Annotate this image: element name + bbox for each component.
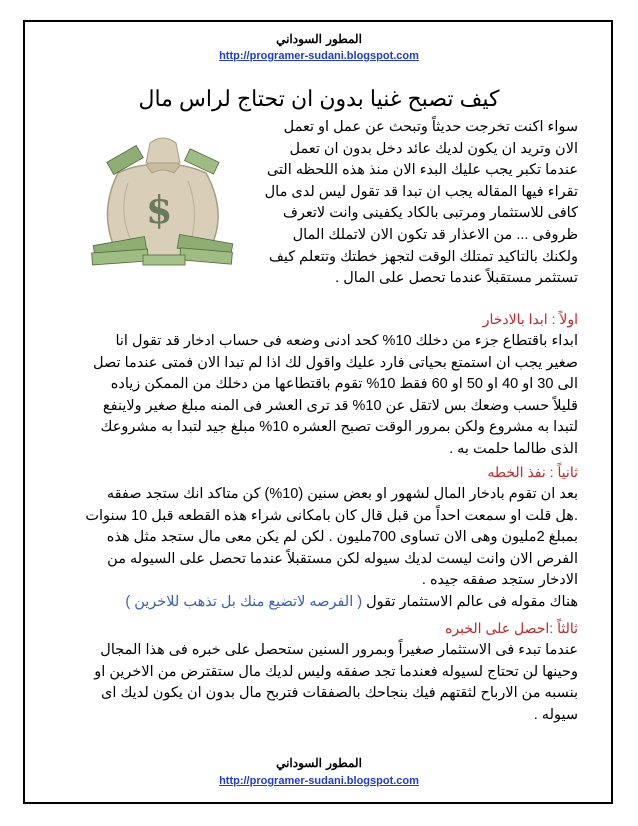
intro-line: عندما تكبر يجب عليك البدء الان منذ هذه اللحظه التى	[266, 162, 578, 179]
section-line: وحينها لن تحتاج لسيوله فعندما تجد صفقه وليس لديك مال ستقترض من الاخرين او	[94, 663, 578, 680]
section-line: الى 30 او 40 او 50 او 60 فقط 10% تقوم باقتطاعها من دخلك من الممكن زياده	[110, 376, 578, 393]
section-line: ابداء باقتطاع جزء من دخلك 10% كحد ادنى وضعه فى حساب ادخار قد تقول انا	[115, 333, 578, 349]
section-line: عندما تبدء فى الاستثمار صغيراً وبمرور السنين ستحصل على خبره فى هذا المجال	[100, 642, 578, 658]
section-line: الذى طالما حلمت به .	[449, 440, 578, 457]
section-heading: ثالثاً :احصل على الخبره	[445, 620, 578, 636]
intro-line: تقراء فيها المقاله يجب ان تبدا قد تقول ليس لدى مال	[264, 183, 578, 200]
quote-line	[60, 592, 578, 614]
footer-brand: المطور السوداني	[276, 756, 362, 770]
intro-line: ظروفى ... من الاعذار قد تكون الان لاتملك المال	[292, 226, 578, 243]
section-save	[60, 311, 578, 461]
svg-text:$: $	[146, 187, 173, 232]
section-heading: اولاً : ابدا بالادخار	[482, 311, 578, 327]
intro-paragraph	[245, 117, 578, 290]
footer-link[interactable]: http://programer-sudani.blogspot.com	[219, 775, 419, 787]
section-plan	[60, 464, 578, 614]
section-line: قليلاً حسب وضعك بس لاتقل عن 10% قد ترى العشر فى المنه مبلغ صغير ولاينفع	[102, 397, 578, 414]
section-line: .هل قلت او سمعت احداً من قبل قال كان بامكانى شراء هذه القطعه قبل 10 سنوات	[85, 507, 578, 524]
quote-prefix: هناك مقوله فى عالم الاستثمار تقول	[366, 593, 578, 610]
section-experience	[60, 620, 578, 726]
quote-text: ( الفرصه لاتضيع منك بل تذهب للاخرين )	[125, 593, 363, 610]
section-line: بنسبه من الارباح لثقتهم فيك بنجاحك بالصفقات فتربح مال بدون ان يكون لديك اى	[101, 685, 578, 702]
intro-line: تستثمر مستقبلاً عندما تحصل على المال .	[335, 270, 578, 287]
intro-line: ولكنك بالتاكيد تمتلك الوقت لتجهز خطتك وتتعلم كيف	[268, 248, 578, 265]
money-bag-image	[88, 123, 238, 268]
section-line: لتبدا به مشروع ولكن بمرور الوقت تصبح العشره 10% مبلغ جيد لتبدا به مشروعك	[100, 419, 578, 436]
intro-line: الان وتريد ان يكون لديك عائد دخل بدون ان تعمل	[289, 140, 578, 157]
intro-line: كافى للاستثمار ومرتبى بالكاد يكفينى وانت لاتعرف	[282, 205, 578, 222]
section-line: بمبلغ 2مليون وهى الان تساوى 700مليون . لكن لم يكن معى مال ستجد مثل هذه	[106, 529, 578, 546]
section-line: الادخار ستجد صفقه جيده .	[421, 572, 578, 589]
section-heading: ثانياً : نفذ الخطه	[487, 464, 578, 480]
header-link[interactable]: http://programer-sudani.blogspot.com	[219, 50, 419, 62]
intro-line: سواء اكنت تخرجت حديثاً وتبحث عن عمل او تعمل	[283, 119, 578, 135]
section-line: صغير يجب ان استمتع بحياتى فارد عليك واقول لك اذا لم تبدا الان فمتى عندما تصل	[92, 354, 578, 371]
header-brand: المطور السوداني	[276, 32, 362, 46]
section-line: الفرص الان وانت ليست لديك سيوله لكن مستقبلاً عندما تحصل على السيوله من	[107, 550, 578, 567]
page-title: كيف تصبح غنيا بدون ان تحتاج لراس مال	[138, 86, 500, 111]
section-line: بعد ان تقوم بادخار المال لشهور او بعض سنين (10%) كن متاكد انك ستجد صفقه	[106, 486, 578, 502]
section-line: سيوله .	[533, 706, 578, 723]
